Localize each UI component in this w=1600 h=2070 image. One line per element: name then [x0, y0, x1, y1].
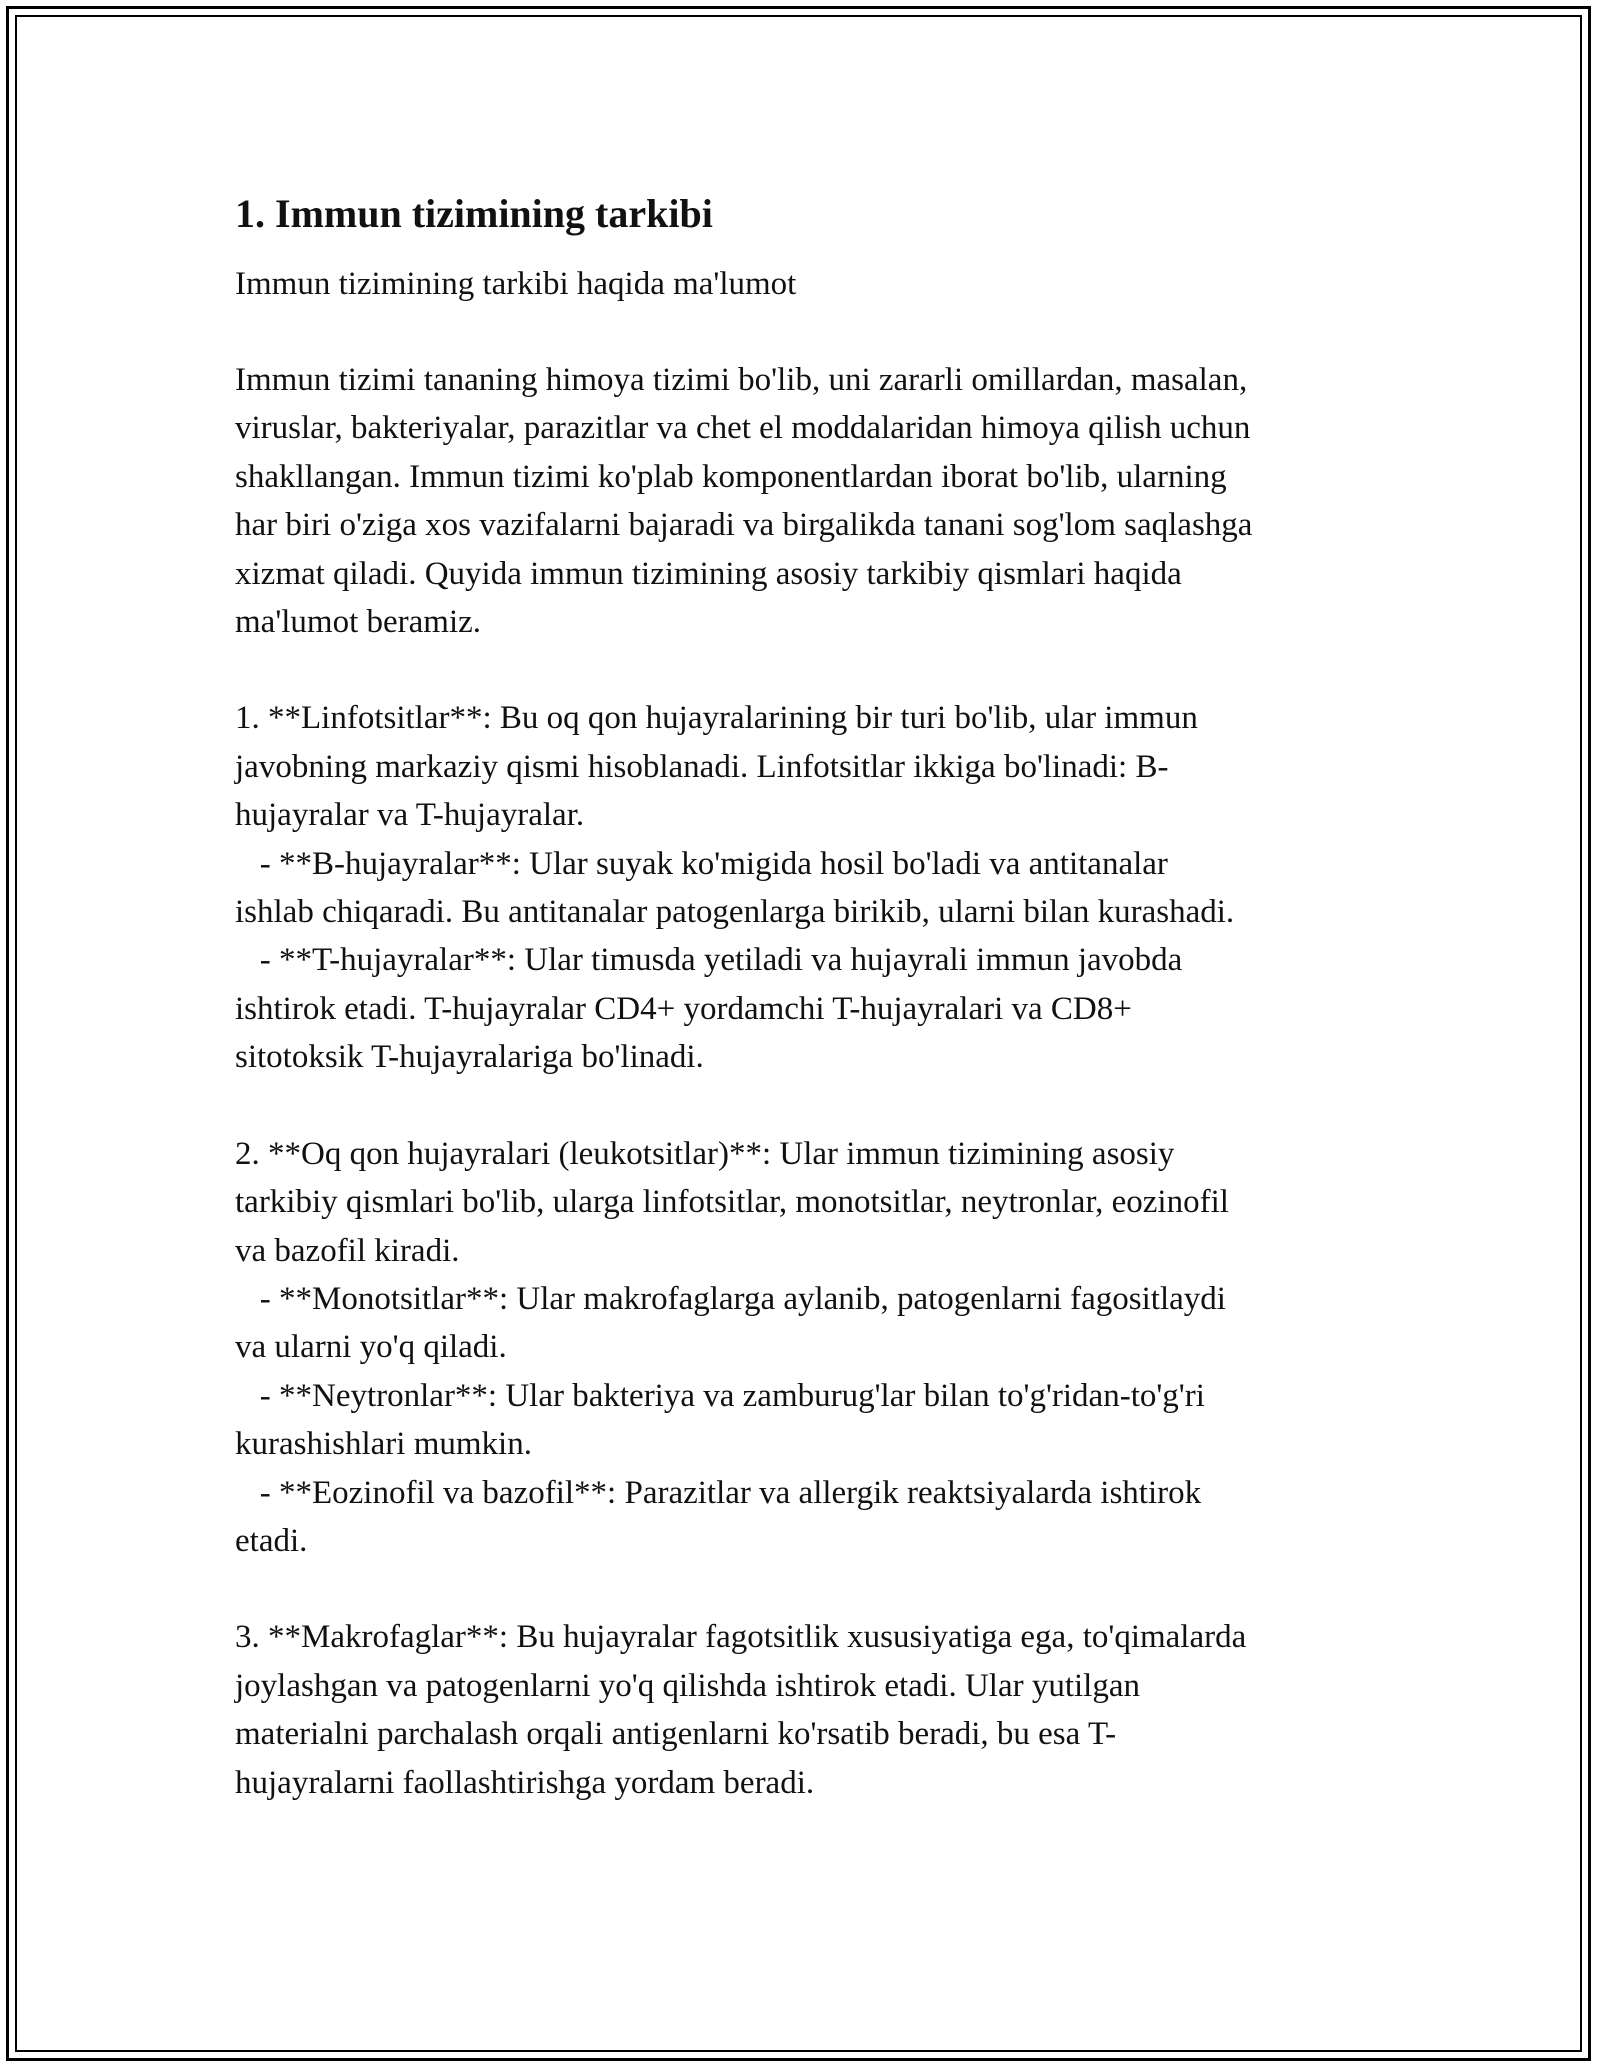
- document-body: [235, 186, 1375, 1807]
- section-macrophages: 3. **Makrofaglar**: Bu hujayralar fagotsitlik xususiyatiga ega, to'qimalarda joylashgan va patogenlarni yo'q qilishda ishtirok etadi. Ular yutilgan materialni parchalash orqali antigenlarni ko'rsatib beradi, bu esa T- hujayralarni faollashtirishga yordam beradi.: [235, 1619, 1247, 1801]
- section-lymphocytes: 1. **Linfotsitlar**: Bu oq qon hujayralarining bir turi bo'lib, ular immun javobning markaziy qismi hisoblanadi. Linfotsitlar ikkiga bo'linadi: B- hujayralar va T-hujayralar. - **B-hujayralar**: Ular suyak ko'migida hosil bo'ladi va antitanalar ishlab chiqaradi. Bu antitanalar patogenlarga birikib, ularni bilan kurashadi. - **T-hujayralar**: Ular timusda yetiladi va hujayrali immun javobda ishtirok etadi. T-hujayralar CD4+ yordamchi T-hujayralari va CD8+ sitotoksik T-hujayralariga bo'linadi.: [235, 700, 1235, 1076]
- section-leukocytes: 2. **Oq qon hujayralari (leukotsitlar)**: Ular immun tizimining asosiy tarkibiy qismlari bo'lib, ularga linfotsitlar, monotsitlar, neytronlar, eozinofil va bazofil kiradi. - **Monotsitlar**: Ular makrofaglarga aylanib, patogenlarni fagositlaydi va ularni yo'q qiladi. - **Neytronlar**: Ular bakteriya va zamburug'lar bilan to'g'ridan-to'g'ri kurashishlari mumkin. - **Eozinofil va bazofil**: Parazitlar va allergik reaktsiyalarda ishtirok etadi.: [235, 1135, 1229, 1559]
- document-subtitle: Immun tizimining tarkibi haqida ma'lumot: [235, 266, 797, 302]
- document-title: 1. Immun tizimining tarkibi: [235, 191, 713, 236]
- intro-paragraph: Immun tizimi tananing himoya tizimi bo'lib, uni zararli omillardan, masalan, viruslar, bakteriyalar, parazitlar va chet el moddalaridan himoya qilish uchun shakllangan. Immun tizimi ko'plab komponentlardan iborat bo'lib, ularning har biri o'ziga xos vazifalarni bajaradi va birgalikda tanani sog'lom saqlashga xizmat qiladi. Quyida immun tizimining asosiy tarkibiy qismlari haqida ma'lumot beramiz.: [235, 362, 1253, 641]
